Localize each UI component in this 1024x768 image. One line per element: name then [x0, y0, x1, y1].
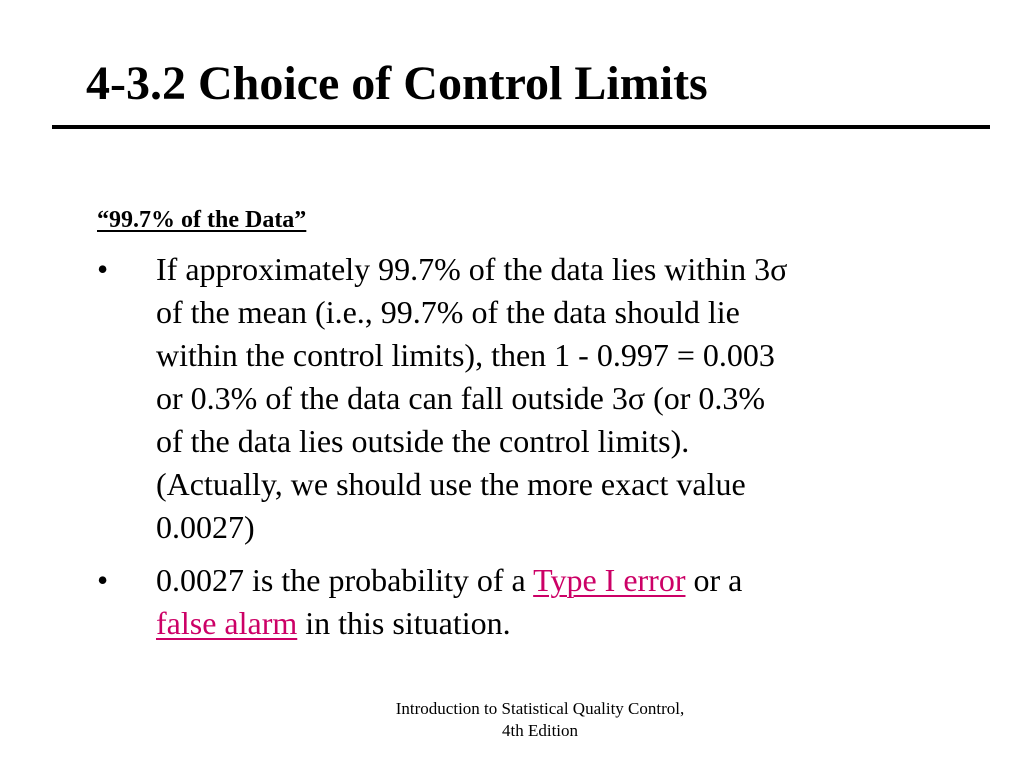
false-alarm-link[interactable]: false alarm — [156, 605, 298, 641]
footer-line-1: Introduction to Statistical Quality Control, — [395, 699, 685, 718]
slide-title: 4-3.2 Choice of Control Limits — [86, 57, 708, 110]
section-subheading: “99.7% of the Data” — [97, 207, 307, 233]
bullet-item-1 — [97, 248, 957, 549]
bullet-1-line-3: within the control limits), then 1 - 0.997 = 0.003 — [156, 337, 775, 373]
bullet-2-line-2 — [156, 602, 957, 645]
bullet-1-line-7: 0.0027) — [156, 509, 255, 545]
title-divider — [52, 125, 990, 129]
footer-line-2: 4th Edition — [501, 721, 579, 740]
bullet-marker: • — [97, 251, 109, 287]
bullet-2-text-start: 0.0027 is the probability of a — [156, 562, 534, 598]
bullet-marker: • — [97, 562, 109, 598]
bullet-2-text-end: in this situation. — [297, 605, 511, 641]
bullet-1-line-1: If approximately 99.7% of the data lies within 3σ — [156, 251, 788, 287]
slide-footer — [340, 698, 740, 742]
bullet-list — [97, 248, 957, 655]
bullet-1-line-5: of the data lies outside the control limits). — [156, 423, 690, 459]
type-i-error-link[interactable]: Type I error — [533, 562, 686, 598]
bullet-2-text-middle: or a — [685, 562, 743, 598]
bullet-2-line-1 — [156, 559, 957, 602]
bullet-1-line-4: or 0.3% of the data can fall outside 3σ (or 0.3% — [156, 380, 766, 416]
bullet-item-2 — [97, 559, 957, 645]
bullet-1-line-6: (Actually, we should use the more exact value — [156, 466, 746, 502]
bullet-1-line-2: of the mean (i.e., 99.7% of the data should lie — [156, 294, 740, 330]
